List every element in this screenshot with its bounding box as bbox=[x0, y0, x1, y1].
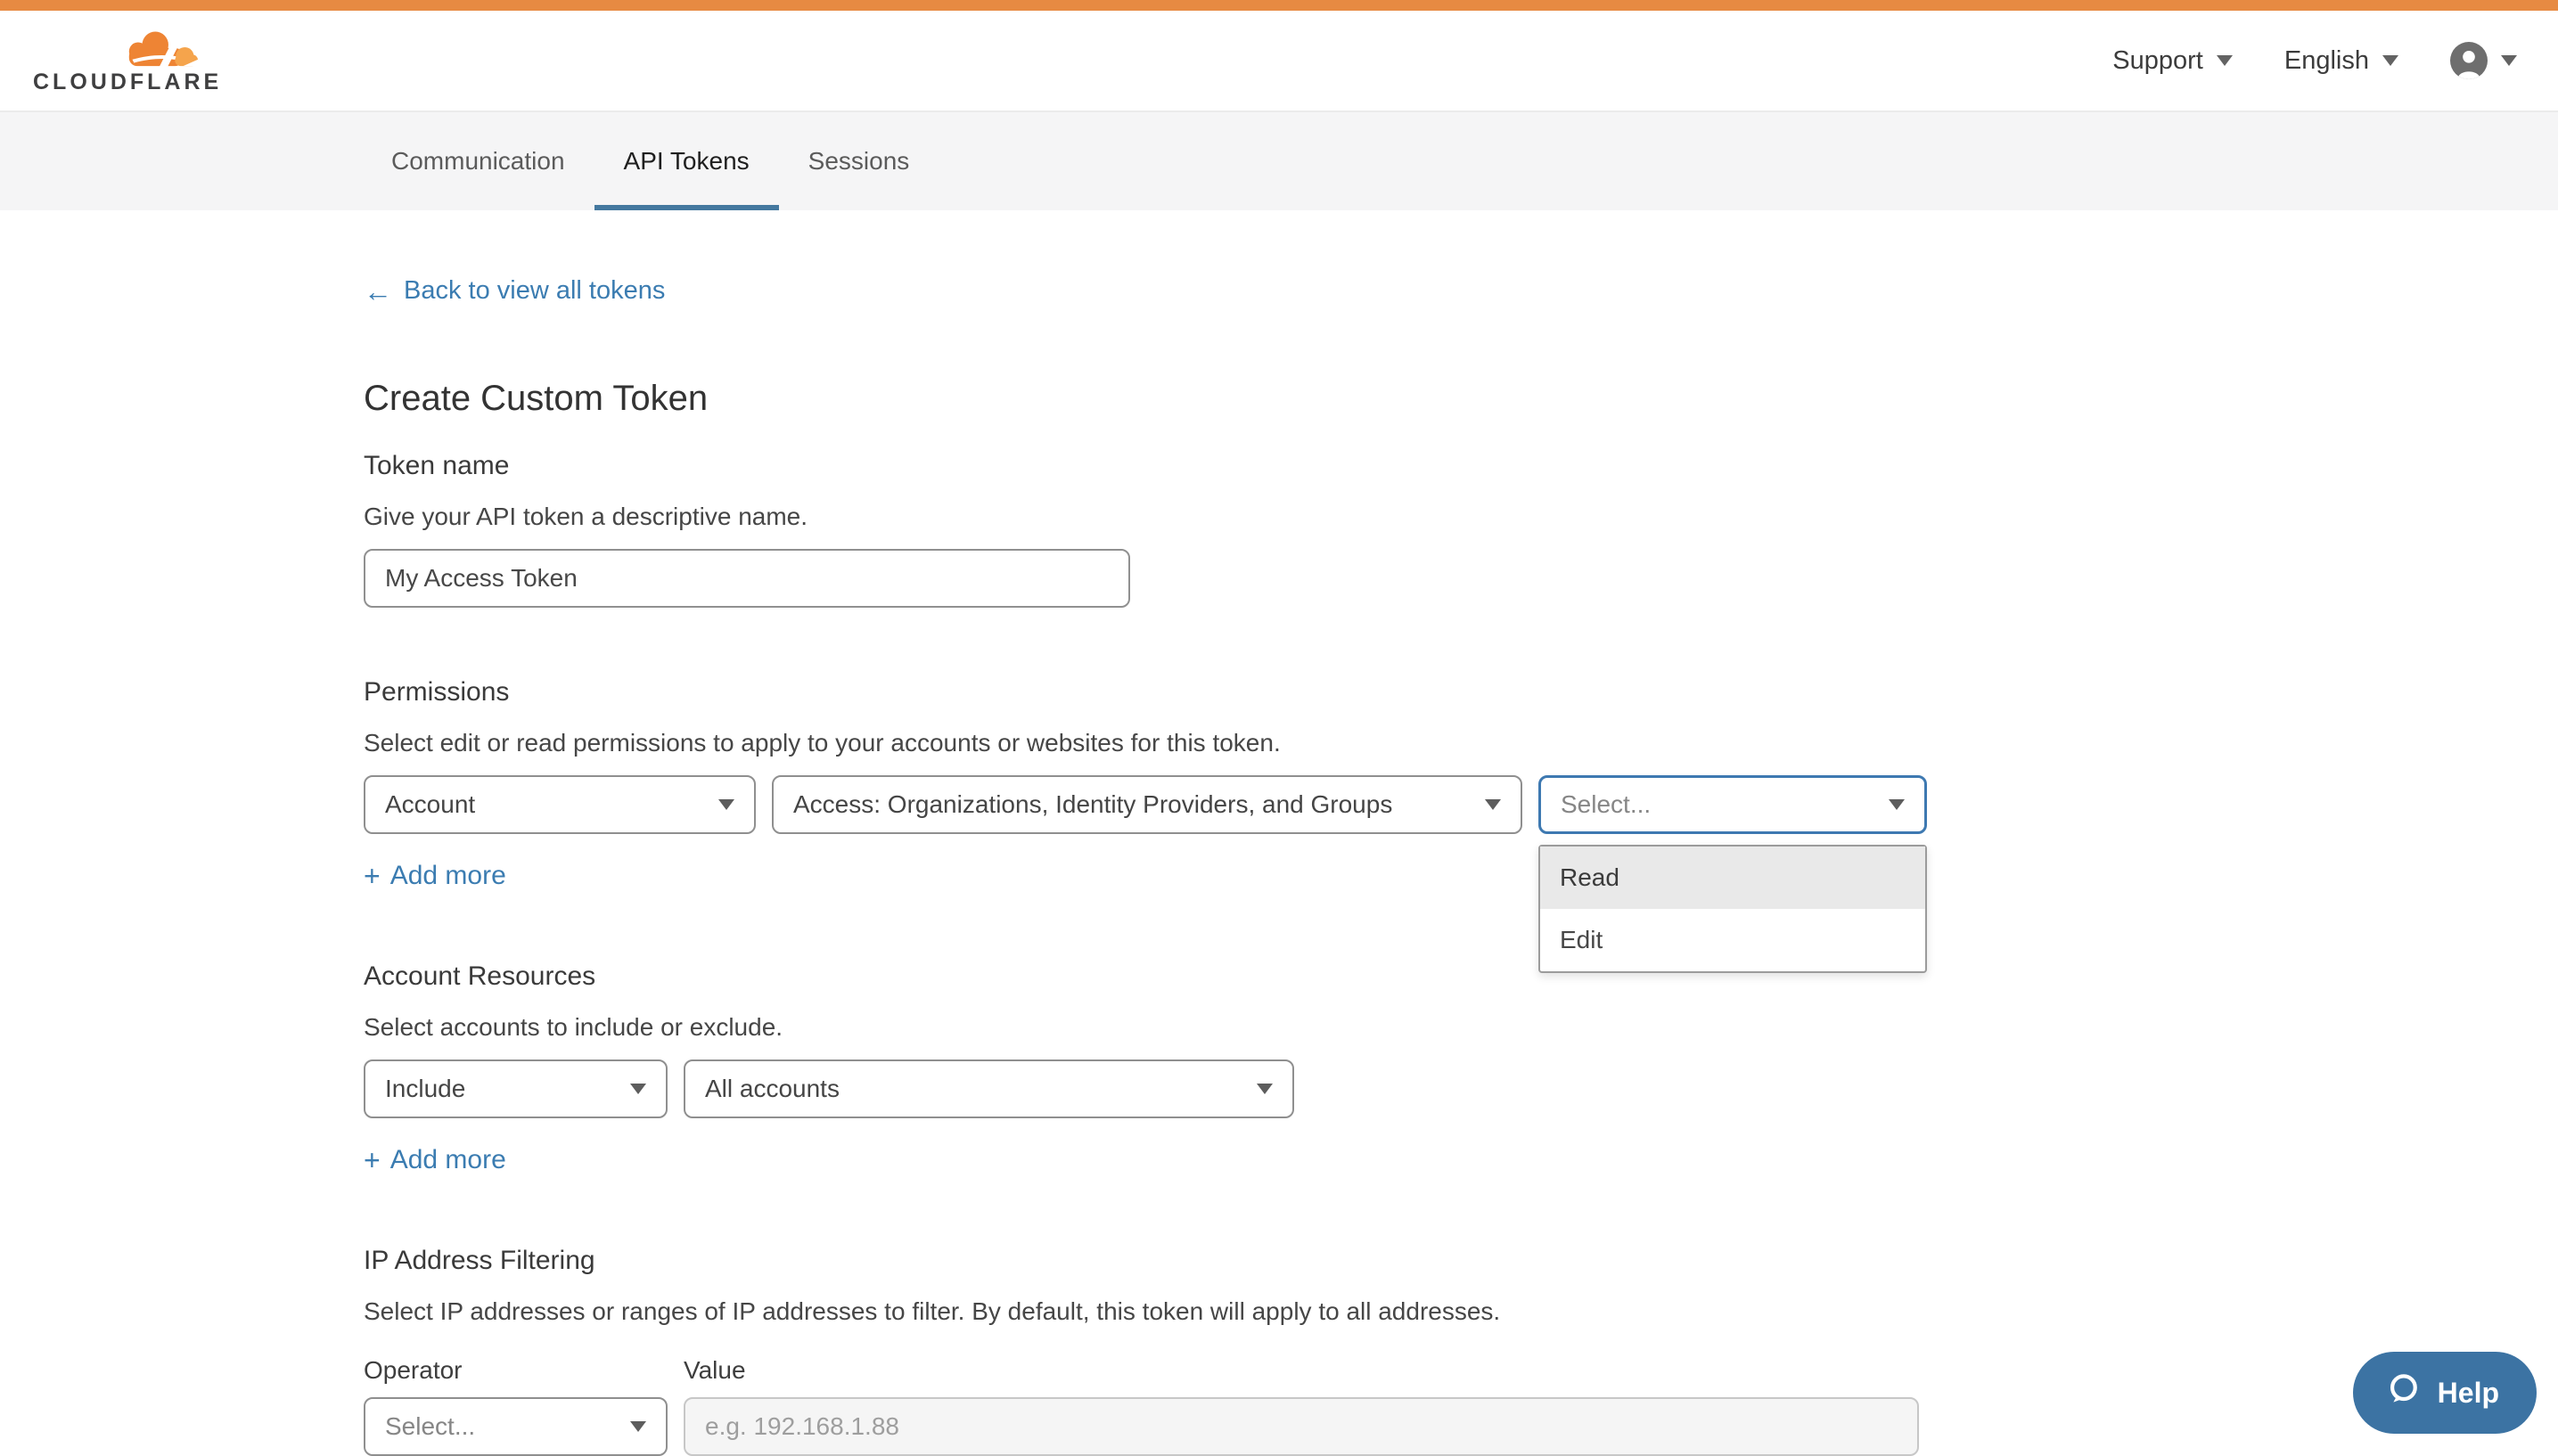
chevron-down-icon bbox=[1889, 799, 1905, 810]
user-avatar-icon bbox=[2450, 42, 2488, 79]
chevron-down-icon bbox=[630, 1421, 646, 1432]
operator-label: Operator bbox=[364, 1355, 463, 1384]
add-more-label: Add more bbox=[389, 860, 506, 890]
cloudflare-logo[interactable] bbox=[33, 27, 222, 95]
token-name-input[interactable] bbox=[364, 549, 1130, 608]
permission-resource-value: Access: Organizations, Identity Providers, and Groups bbox=[793, 789, 1393, 818]
resource-scope-select[interactable] bbox=[684, 1059, 1294, 1118]
permission-scope-select[interactable] bbox=[364, 775, 756, 834]
permission-access-placeholder: Select... bbox=[1561, 789, 1652, 818]
ip-filtering-description: Select IP addresses or ranges of IP addresses to filter. By default, this token will apply to all addresses. bbox=[364, 1296, 1501, 1325]
permissions-add-more-link[interactable] bbox=[364, 861, 506, 891]
profile-tabs bbox=[0, 110, 2558, 210]
header-nav bbox=[2112, 42, 2517, 79]
chevron-down-icon bbox=[718, 799, 734, 810]
top-accent-bar bbox=[0, 0, 2558, 11]
ip-filtering-row bbox=[364, 1397, 2558, 1456]
account-resources-description: Select accounts to include or exclude. bbox=[364, 1012, 783, 1041]
header bbox=[0, 11, 2558, 110]
chevron-down-icon bbox=[1485, 799, 1501, 810]
tab-label: API Tokens bbox=[623, 147, 750, 175]
account-resources-row bbox=[364, 1059, 2558, 1118]
account-menu[interactable] bbox=[2450, 42, 2517, 79]
resources-add-more-link[interactable] bbox=[364, 1145, 506, 1175]
resource-scope-value: All accounts bbox=[705, 1074, 840, 1102]
cloudflare-wordmark: CLOUDFLARE bbox=[33, 69, 223, 94]
tab-label: Sessions bbox=[808, 147, 910, 175]
permission-resource-select[interactable] bbox=[772, 775, 1522, 834]
create-token-page bbox=[0, 210, 2558, 1456]
support-menu-label: Support bbox=[2112, 45, 2203, 75]
help-button[interactable] bbox=[2353, 1352, 2537, 1434]
active-tab-indicator bbox=[594, 205, 779, 210]
permissions-heading: Permissions bbox=[364, 676, 510, 707]
add-more-label: Add more bbox=[389, 1144, 506, 1174]
chevron-down-icon bbox=[2501, 55, 2517, 66]
access-dropdown-menu bbox=[1538, 845, 1927, 973]
back-arrow-icon: ← bbox=[364, 274, 392, 307]
language-menu-label: English bbox=[2283, 45, 2369, 75]
permissions-description: Select edit or read permissions to apply to your accounts or websites for this token. bbox=[364, 728, 1281, 757]
ip-operator-select[interactable] bbox=[364, 1397, 668, 1456]
support-menu[interactable] bbox=[2112, 46, 2233, 76]
tab-label: Communication bbox=[391, 147, 565, 175]
plus-icon: + bbox=[364, 1143, 381, 1176]
chevron-down-icon bbox=[630, 1084, 646, 1094]
account-resources-heading: Account Resources bbox=[364, 961, 596, 991]
chevron-down-icon bbox=[2217, 55, 2233, 66]
access-option-edit[interactable]: Edit bbox=[1560, 925, 1603, 953]
chevron-down-icon bbox=[1257, 1084, 1273, 1094]
tab-api-tokens[interactable] bbox=[594, 112, 779, 210]
permissions-section bbox=[364, 676, 2558, 953]
ip-filtering-heading: IP Address Filtering bbox=[364, 1245, 595, 1275]
token-name-heading: Token name bbox=[364, 450, 510, 480]
account-resources-section bbox=[364, 961, 2558, 1176]
help-button-label: Help bbox=[2437, 1376, 2499, 1409]
back-to-tokens-link[interactable] bbox=[364, 276, 665, 306]
resource-mode-select[interactable] bbox=[364, 1059, 668, 1118]
value-label: Value bbox=[684, 1355, 746, 1384]
language-menu[interactable] bbox=[2284, 46, 2398, 76]
resource-mode-value: Include bbox=[385, 1074, 466, 1102]
page-title: Create Custom Token bbox=[364, 378, 709, 418]
permission-scope-value: Account bbox=[385, 789, 476, 818]
ip-filtering-section bbox=[364, 1246, 2558, 1456]
back-link-label: Back to view all tokens bbox=[404, 276, 666, 305]
tab-communication[interactable] bbox=[362, 112, 594, 210]
permission-access-select[interactable] bbox=[1538, 775, 1927, 834]
chevron-down-icon bbox=[2382, 55, 2398, 66]
chat-bubble-icon bbox=[2383, 1370, 2423, 1416]
ip-value-input[interactable] bbox=[684, 1397, 1919, 1456]
permission-access-select-wrap bbox=[1538, 775, 1927, 953]
cloudflare-cloud-icon bbox=[33, 27, 204, 68]
tab-sessions[interactable] bbox=[779, 112, 939, 210]
token-name-description: Give your API token a descriptive name. bbox=[364, 502, 808, 530]
ip-operator-placeholder: Select... bbox=[385, 1411, 476, 1440]
token-name-section bbox=[364, 451, 2558, 608]
ip-filtering-labels bbox=[364, 1356, 2558, 1385]
access-option-read[interactable]: Read bbox=[1540, 847, 1925, 909]
plus-icon: + bbox=[364, 859, 381, 892]
